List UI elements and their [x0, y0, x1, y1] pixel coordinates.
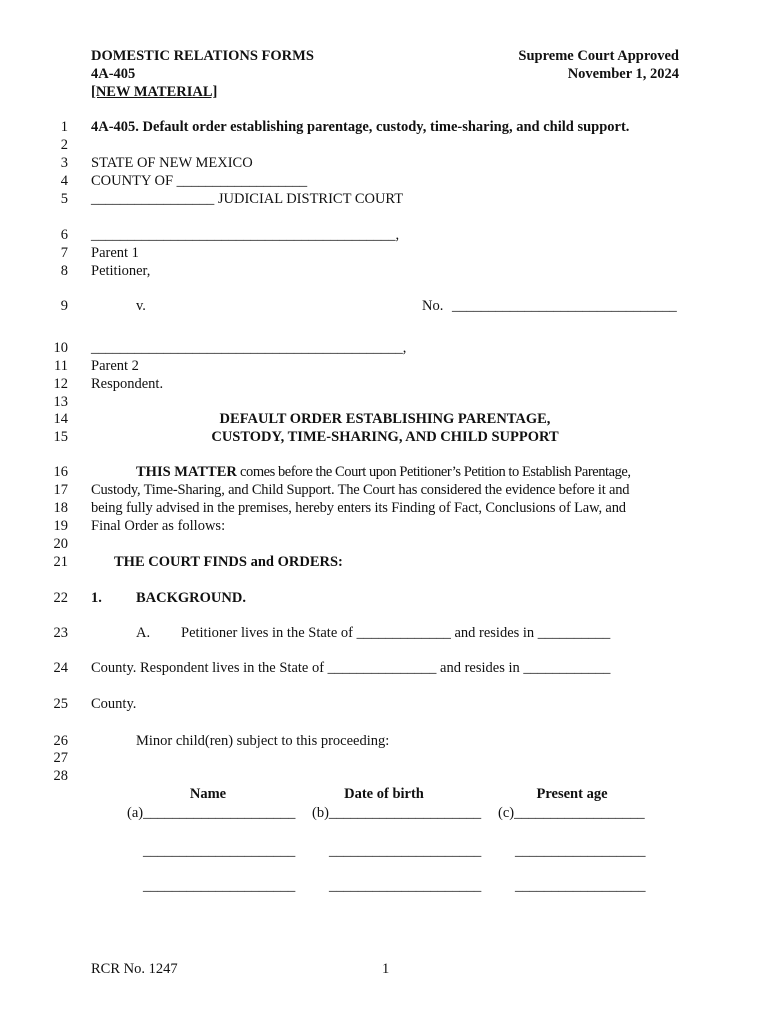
- parent2-name-field: ___________________________________________,: [91, 340, 407, 356]
- intro-lead: THIS MATTER: [136, 464, 237, 480]
- intro-line1-text: comes before the Court upon Petitioner’s Petition to Establish Parentage,: [236, 464, 631, 480]
- line-number: 22: [53, 590, 68, 606]
- caption-state: STATE OF NEW MEXICO: [91, 155, 253, 171]
- line-number: 21: [53, 554, 68, 570]
- line-number: 18: [53, 500, 68, 516]
- child3-age-field: __________________: [515, 878, 646, 894]
- line-number: 24: [53, 660, 68, 676]
- line-number: 1: [60, 119, 68, 135]
- intro-line1: [136, 464, 679, 481]
- child1-name-field: (a)_____________________: [127, 805, 296, 821]
- col-header-dob: Date of birth: [344, 786, 424, 802]
- order-title-line1: DEFAULT ORDER ESTABLISHING PARENTAGE,: [219, 411, 551, 427]
- item-a-letter: A.: [136, 625, 151, 641]
- line-number: 23: [53, 625, 68, 641]
- line-number: 13: [53, 394, 68, 410]
- approval-date: November 1, 2024: [567, 66, 679, 82]
- child1-dob-field: (b)_____________________: [312, 805, 482, 821]
- caption-district-field: _________________ JUDICIAL DISTRICT COURT: [91, 191, 404, 207]
- line-number: 5: [60, 191, 68, 207]
- form-number: 4A-405: [91, 66, 136, 82]
- line-number: 7: [60, 245, 68, 261]
- county-text: County.: [91, 696, 137, 712]
- line-number: 4: [60, 173, 68, 189]
- line-number: 26: [53, 733, 68, 749]
- case-number-field: _______________________________: [452, 298, 677, 314]
- child2-name-field: _____________________: [143, 843, 296, 859]
- form-series-title: DOMESTIC RELATIONS FORMS: [91, 48, 314, 64]
- rule-title: 4A-405. Default order establishing parentage, custody, time-sharing, and child support.: [91, 119, 630, 135]
- line-number: 17: [53, 482, 68, 498]
- line-number: 14: [53, 411, 68, 427]
- petitioner-residence-text: Petitioner lives in the State of _____________ and resides in __________: [181, 625, 611, 641]
- col-header-name: Name: [189, 786, 227, 802]
- child2-age-field: __________________: [515, 843, 646, 859]
- page-number: 1: [382, 961, 390, 977]
- minor-children-text: Minor child(ren) subject to this proceeding:: [136, 733, 390, 749]
- petitioner-label: Petitioner,: [91, 263, 151, 279]
- new-material-tag: [NEW MATERIAL]: [91, 84, 218, 100]
- col-header-age: Present age: [536, 786, 608, 802]
- versus-label: v.: [136, 298, 146, 314]
- approval-status: Supreme Court Approved: [518, 48, 679, 64]
- finds-heading: THE COURT FINDS and ORDERS:: [114, 554, 343, 570]
- line-number: 3: [60, 155, 68, 171]
- parent1-label: Parent 1: [91, 245, 139, 261]
- line-number: 8: [60, 263, 68, 279]
- parent1-name-field: __________________________________________,: [91, 227, 400, 243]
- intro-line4: Final Order as follows:: [91, 518, 226, 534]
- line-number: 9: [60, 298, 68, 314]
- section1-number: 1.: [91, 590, 102, 606]
- line-number: 16: [53, 464, 68, 480]
- line-number: 15: [53, 429, 68, 445]
- rcr-number: RCR No. 1247: [91, 961, 178, 977]
- line-number: 11: [54, 358, 68, 374]
- line-number: 10: [53, 340, 68, 356]
- line-number: 27: [53, 750, 68, 766]
- parent2-label: Parent 2: [91, 358, 139, 374]
- line-number: 12: [53, 376, 68, 392]
- respondent-residence-text: County. Respondent lives in the State of _______________ and resides in ____________: [91, 660, 611, 676]
- order-title-line2: CUSTODY, TIME-SHARING, AND CHILD SUPPORT: [211, 429, 559, 445]
- line-number: 19: [53, 518, 68, 534]
- respondent-label: Respondent.: [91, 376, 164, 392]
- caption-county-field: COUNTY OF __________________: [91, 173, 308, 189]
- line-number: 2: [60, 137, 68, 153]
- section1-title: BACKGROUND.: [136, 590, 246, 606]
- intro-line2: Custody, Time-Sharing, and Child Support. The Court has considered the evidence before it and: [91, 482, 630, 498]
- child3-dob-field: _____________________: [329, 878, 482, 894]
- line-number: 6: [60, 227, 68, 243]
- line-number: 25: [53, 696, 68, 712]
- child2-dob-field: _____________________: [329, 843, 482, 859]
- child1-age-field: (c)__________________: [498, 805, 645, 821]
- child3-name-field: _____________________: [143, 878, 296, 894]
- line-number: 28: [53, 768, 68, 784]
- case-number-label: No.: [422, 298, 444, 314]
- intro-line3: being fully advised in the premises, hereby enters its Finding of Fact, Conclusions of Law, and: [91, 500, 626, 516]
- line-number: 20: [53, 536, 68, 552]
